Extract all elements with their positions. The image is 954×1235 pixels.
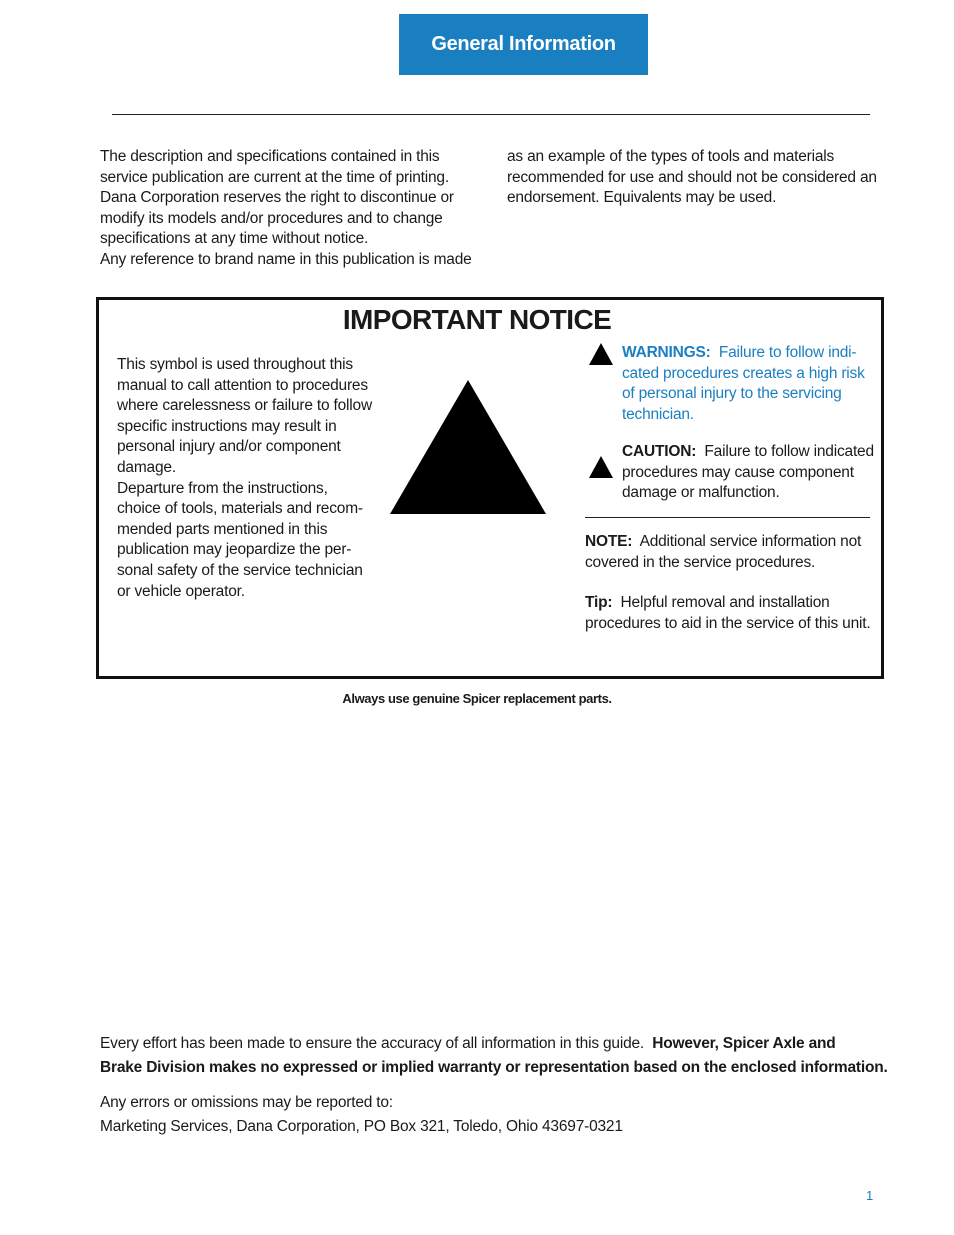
warning-triangle-icon <box>390 380 546 514</box>
disclaimer-text: Every effort has been made to ensure the accuracy of all information in this guide. <box>100 1035 645 1052</box>
notice-line: mended parts mentioned in this <box>117 520 328 538</box>
notice-line: manual to call attention to procedures <box>117 376 368 394</box>
intro-line: endorsement. Equivalents may be used. <box>507 189 777 207</box>
warnings-line: cated procedures creates a high risk <box>622 364 865 382</box>
warnings-line: Failure to follow indi- <box>718 344 857 361</box>
warnings-line: technician. <box>622 405 694 423</box>
intro-column-left <box>100 147 485 271</box>
warnings-block <box>622 343 882 425</box>
disclaimer <box>100 1032 890 1080</box>
note-label: NOTE: <box>585 533 633 550</box>
caution-line: Failure to follow indicated <box>704 443 874 460</box>
notice-line: Departure from the instructions, <box>117 479 328 497</box>
contact-info <box>100 1091 890 1139</box>
intro-line: specifications at any time without notice. <box>100 230 369 248</box>
notice-line: This symbol is used throughout this <box>117 356 353 373</box>
intro-line: as an example of the types of tools and materials <box>507 148 835 165</box>
notice-line: sonal safety of the service technician <box>117 561 363 579</box>
caution-triangle-icon <box>589 456 613 478</box>
intro-line: service publication are current at the time of printing. <box>100 168 449 186</box>
notice-line: publication may jeopardize the per- <box>117 541 352 559</box>
tip-block <box>585 593 880 634</box>
section-header-tab <box>399 14 648 75</box>
intro-line: modify its models and/or procedures and to change <box>100 209 443 227</box>
tip-line: Helpful removal and installation <box>620 594 830 611</box>
note-line: covered in the service procedures. <box>585 553 816 571</box>
tip-line: procedures to aid in the service of this unit. <box>585 614 871 632</box>
notice-line: personal injury and/or component <box>117 438 341 456</box>
intro-line: The description and specifications contained in this <box>100 148 440 165</box>
notice-divider <box>585 517 870 518</box>
page-number: 1 <box>866 1188 874 1203</box>
disclaimer-bold: Brake Division makes no expressed or implied warranty or representation based on the enclosed information. <box>100 1059 888 1076</box>
section-title: General Information <box>431 33 616 55</box>
caution-line: procedures may cause component <box>622 463 854 481</box>
intro-line: Dana Corporation reserves the right to discontinue or <box>100 189 454 207</box>
address-line: Marketing Services, Dana Corporation, PO Box 321, Toledo, Ohio 43697-0321 <box>100 1118 623 1135</box>
note-line: Additional service information not <box>639 533 862 550</box>
notice-line: damage. <box>117 458 176 476</box>
warnings-label: WARNINGS: <box>622 344 711 361</box>
errors-line: Any errors or omissions may be reported to: <box>100 1094 393 1111</box>
intro-column-right <box>507 147 892 209</box>
caution-line: damage or malfunction. <box>622 484 780 502</box>
header-divider <box>112 114 870 115</box>
notice-line: specific instructions may result in <box>117 417 337 435</box>
caution-block <box>622 442 882 504</box>
caution-label: CAUTION: <box>622 443 697 460</box>
tip-label: Tip: <box>585 594 613 611</box>
notice-title: IMPORTANT NOTICE <box>342 304 612 335</box>
genuine-parts-note: Always use genuine Spicer replacement parts. <box>342 691 612 706</box>
intro-line: Any reference to brand name in this publication is made <box>100 250 472 268</box>
notice-line: where carelessness or failure to follow <box>117 397 372 415</box>
warning-triangle-icon <box>589 343 613 365</box>
notice-line: choice of tools, materials and recom- <box>117 500 363 518</box>
notice-description <box>117 355 387 602</box>
warnings-line: of personal injury to the servicing <box>622 385 842 403</box>
note-block <box>585 532 880 573</box>
intro-line: recommended for use and should not be considered an <box>507 168 877 186</box>
disclaimer-bold: However, Spicer Axle and <box>652 1035 836 1052</box>
notice-line: or vehicle operator. <box>117 582 245 600</box>
